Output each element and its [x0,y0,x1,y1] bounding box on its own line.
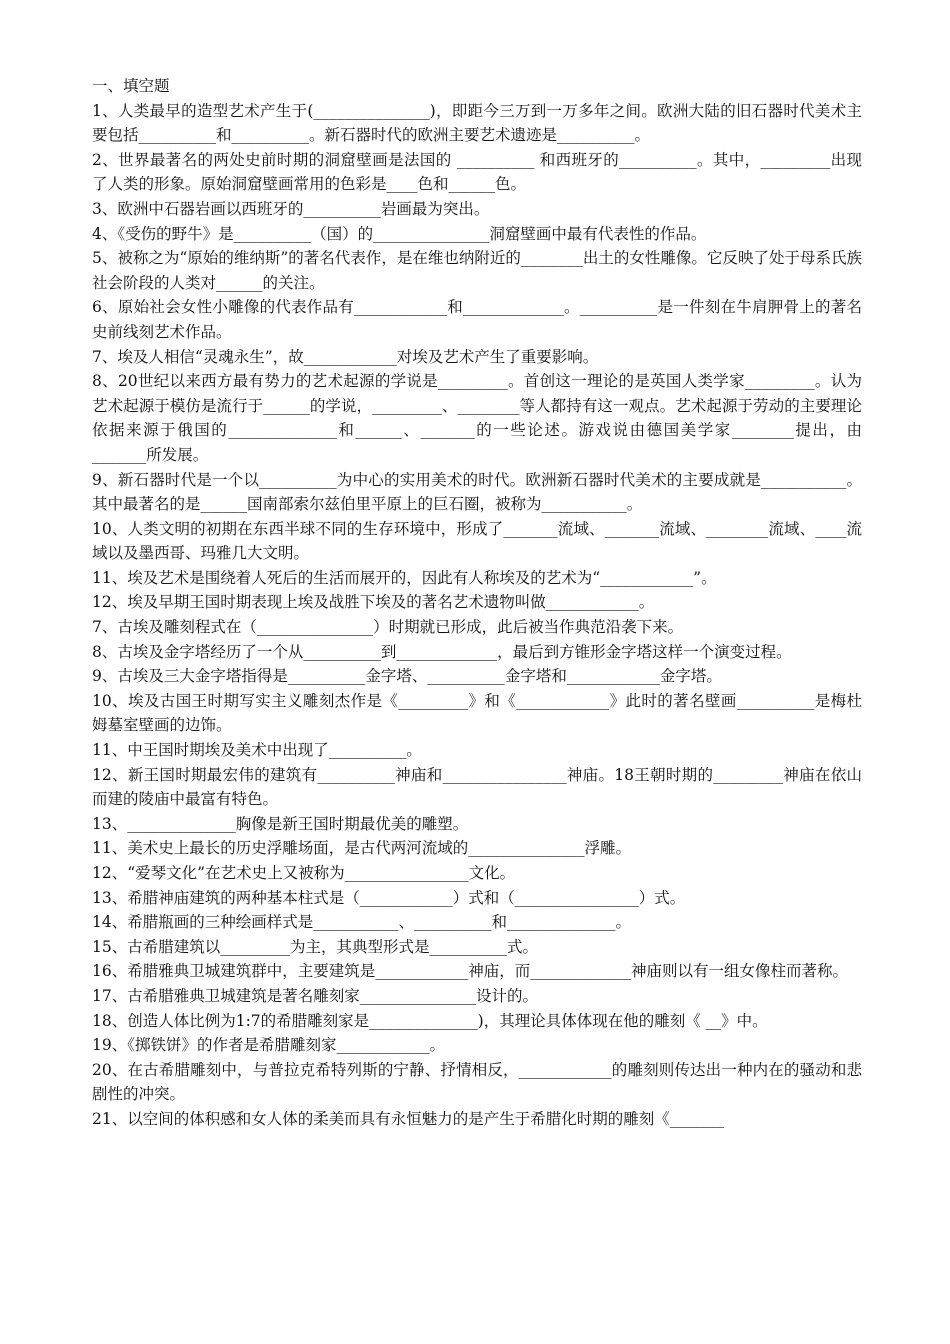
question-28: 19、《掷铁饼》的作者是希腊雕刻家____________。 [92,1036,445,1055]
question-21: 12、“爱琴文化”在艺术史上又被称为________________文化。 [92,864,516,882]
question-3: 3、欧洲中石器岩画以西班牙的__________岩画最为突出。 [92,199,490,218]
question-24: 15、古希腊建筑以_________为主，其典型形式是__________式。 [92,937,538,956]
question-27: 18、创造人体比例为1:7的希腊雕刻家是______________)，其理论具体体现在他的雕刻《 __》中。 [92,1011,768,1030]
question-20: 11、美术史上最长的历史浮雕场面，是古代两河流域的_______________浮雕。 [92,839,631,858]
question-23: 14、希腊瓶画的三种绘画样式是___________、__________和______________。 [92,913,631,932]
question-7: 7、埃及人相信“灵魂永生”，故____________对埃及艺术产生了重要影响。 [92,347,599,366]
question-5: 5、被称之为“原始的维纳斯”的著名代表作，是在维也纳附近的________出土的女性雕像。它反映了处于母系氏族社会阶段的人类对______的关注。 [92,249,862,292]
question-15: 9、古埃及三大金字塔指得是__________金字塔、__________金字塔和____________金字塔。 [92,667,722,686]
question-30: 21、以空间的体积感和女人体的柔美而具有永恒魅力的是产生于希腊化时期的雕刻《_______ [92,1109,724,1128]
question-8: 8、20世纪以来西方最有势力的艺术起源的学说是_________。首创这一理论的是英国人类学家_________。认为艺术起源于模仿是流行于______的学说，_________、________等人都持有这一观点。艺术起源于劳动的主要理论依据来源于俄国的______________和______、_______的一些论述。游戏说由德国美学家________提出，由_______所发展。 [92,372,862,464]
question-2: 2、世界最著名的两处史前时期的洞窟壁画是法国的 __________ 和西班牙的__________。其中，_________出现了人类的形象。原始洞窟壁画常用的色彩是____色和______色。 [92,150,862,194]
question-19: 13、______________胸像是新王国时期最优美的雕塑。 [92,814,469,833]
question-11: 11、埃及艺术是围绕着人死后的生活而展开的，因此有人称埃及的艺术为“____________”。 [92,568,717,587]
question-12: 12、埃及早期王国时期表现上埃及战胜下埃及的著名艺术遗物叫做____________。 [92,593,655,612]
question-13: 7、古埃及雕刻程式在（_______________）时期就已形成，此后被当作典范沿袭下来。 [92,618,684,637]
question-14: 8、古埃及金字塔经历了一个从__________到_____________，最后到方锥形金字塔这样一个演变过程。 [92,642,792,661]
question-22: 13、希腊神庙建筑的两种基本柱式是（____________）式和（________________）式。 [92,888,686,907]
question-18: 12、新王国时期最宏伟的建筑有__________神庙和________________神庙。18王朝时期的_________神庙在依山而建的陵庙中最富有特色。 [92,765,862,809]
question-1: 1、人类最早的造型艺术产生于(_______________)，即距今三万到一万多年之间。欧洲大陆的旧石器时代美术主要包括__________和__________。新石器时代的欧洲主要艺术遗迹是__________。 [92,101,862,145]
question-26: 17、古希腊雅典卫城建筑是著名雕刻家_______________设计的。 [92,986,538,1005]
question-29: 20、在古希腊雕刻中，与普拉克希特列斯的宁静、抒情相反，____________的雕刻则传达出一种内在的骚动和悲剧性的冲突。 [92,1060,862,1104]
question-16: 10、埃及古国王时期写实主义雕刻杰作是《_________》和《____________》此时的著名壁画__________是梅杜姆墓室壁画的边饰。 [92,691,862,735]
question-17: 11、中王国时期埃及美术中出现了__________。 [92,741,422,760]
question-25: 16、希腊雅典卫城建筑群中，主要建筑是____________神庙，而_____________神庙则以有一组女像柱而著称。 [92,962,848,981]
question-6: 6、原始社会女性小雕像的代表作品有____________和_____________。__________是一件刻在牛肩胛骨上的著名史前线刻艺术作品。 [92,298,862,341]
question-10: 10、人类文明的初期在东西半球不同的生存环境中，形成了_______流域、_______流域、________流域、____流域以及墨西哥、玛雅几大文明。 [92,519,862,563]
question-9: 9、新石器时代是一个以__________为中心的实用美术的时代。欧洲新石器时代美术的主要成就是___________。其中最著名的是______国南部索尔兹伯里平原上的巨石圈，被称为___________。 [92,470,862,514]
question-4: 4、《受伤的野牛》是__________（国）的_______________洞窟壁画中最有代表性的作品。 [92,224,707,243]
exam-document [92,74,862,1132]
section-title: 一、填空题 [92,77,170,95]
